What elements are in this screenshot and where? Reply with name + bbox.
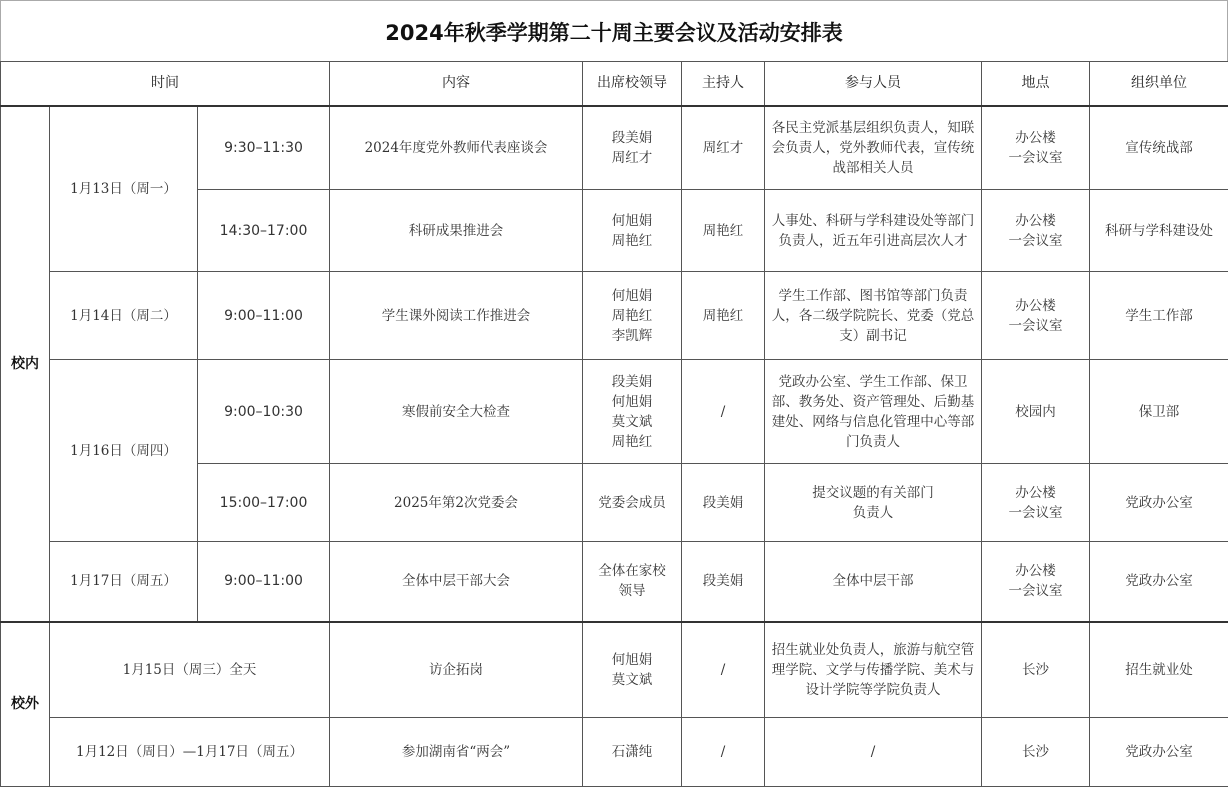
content-cell: 科研成果推进会 [330, 190, 583, 272]
host-cell: 周艳红 [682, 272, 765, 360]
header-host: 主持人 [682, 62, 765, 106]
location-cell: 办公楼 一会议室 [982, 106, 1090, 190]
leader-cell: 石潇纯 [583, 718, 682, 787]
date-cell: 1月16日（周四） [50, 360, 198, 542]
participants-cell: 招生就业处负责人，旅游与航空管理学院、文学与传播学院、美术与设计学院等学院负责人 [765, 622, 982, 718]
location-cell: 办公楼 一会议室 [982, 190, 1090, 272]
host-cell: / [682, 360, 765, 464]
header-time: 时间 [1, 62, 330, 106]
time-cell: 15:00–17:00 [198, 464, 330, 542]
table-row [1, 718, 1228, 787]
table-row [1, 272, 1228, 360]
content-cell: 参加湖南省“两会” [330, 718, 583, 787]
time-cell: 9:00–11:00 [198, 542, 330, 622]
organizer-cell: 党政办公室 [1090, 718, 1228, 787]
header-content: 内容 [330, 62, 583, 106]
content-cell: 访企拓岗 [330, 622, 583, 718]
organizer-cell: 党政办公室 [1090, 542, 1228, 622]
host-cell: 段美娟 [682, 464, 765, 542]
content-cell: 2024年度党外教师代表座谈会 [330, 106, 583, 190]
date-cell: 1月13日（周一） [50, 106, 198, 272]
organizer-cell: 学生工作部 [1090, 272, 1228, 360]
table-row [1, 360, 1228, 464]
date-cell: 1月17日（周五） [50, 542, 198, 622]
schedule-table [0, 61, 1228, 787]
leader-cell: 何旭娟 周艳红 [583, 190, 682, 272]
location-cell: 办公楼 一会议室 [982, 542, 1090, 622]
host-cell: 周艳红 [682, 190, 765, 272]
leader-cell: 全体在家校 领导 [583, 542, 682, 622]
time-cell: 14:30–17:00 [198, 190, 330, 272]
time-cell: 9:00–10:30 [198, 360, 330, 464]
content-cell: 全体中层干部大会 [330, 542, 583, 622]
date-cell: 1月12日（周日）—1月17日（周五） [50, 718, 330, 787]
participants-cell: 党政办公室、学生工作部、保卫部、教务处、资产管理处、后勤基建处、网络与信息化管理中心等部门负责人 [765, 360, 982, 464]
content-cell: 寒假前安全大检查 [330, 360, 583, 464]
leader-cell: 何旭娟 莫文斌 [583, 622, 682, 718]
organizer-cell: 招生就业处 [1090, 622, 1228, 718]
table-row [1, 542, 1228, 622]
section-external: 校外 [1, 622, 50, 787]
host-cell: 段美娟 [682, 542, 765, 622]
organizer-cell: 保卫部 [1090, 360, 1228, 464]
organizer-cell: 科研与学科建设处 [1090, 190, 1228, 272]
location-cell: 长沙 [982, 718, 1090, 787]
location-cell: 办公楼 一会议室 [982, 464, 1090, 542]
content-cell: 学生课外阅读工作推进会 [330, 272, 583, 360]
date-cell: 1月14日（周二） [50, 272, 198, 360]
date-cell: 1月15日（周三）全天 [50, 622, 330, 718]
header-location: 地点 [982, 62, 1090, 106]
participants-cell: 提交议题的有关部门 负责人 [765, 464, 982, 542]
leader-cell: 段美娟 周红才 [583, 106, 682, 190]
organizer-cell: 宣传统战部 [1090, 106, 1228, 190]
participants-cell: / [765, 718, 982, 787]
participants-cell: 学生工作部、图书馆等部门负责人，各二级学院院长、党委（党总支）副书记 [765, 272, 982, 360]
location-cell: 校园内 [982, 360, 1090, 464]
header-row [1, 62, 1228, 106]
header-leader: 出席校领导 [583, 62, 682, 106]
leader-cell: 段美娟 何旭娟 莫文斌 周艳红 [583, 360, 682, 464]
header-organizer: 组织单位 [1090, 62, 1228, 106]
section-internal: 校内 [1, 106, 50, 622]
page-title: 2024年秋季学期第二十周主要会议及活动安排表 [0, 0, 1228, 62]
participants-cell: 人事处、科研与学科建设处等部门负责人，近五年引进高层次人才 [765, 190, 982, 272]
leader-cell: 何旭娟 周艳红 李凯辉 [583, 272, 682, 360]
host-cell: 周红才 [682, 106, 765, 190]
table-row [1, 106, 1228, 190]
table-row [1, 622, 1228, 718]
participants-cell: 各民主党派基层组织负责人，知联会负责人，党外教师代表，宣传统战部相关人员 [765, 106, 982, 190]
location-cell: 长沙 [982, 622, 1090, 718]
time-cell: 9:00–11:00 [198, 272, 330, 360]
organizer-cell: 党政办公室 [1090, 464, 1228, 542]
content-cell: 2025年第2次党委会 [330, 464, 583, 542]
leader-cell: 党委会成员 [583, 464, 682, 542]
participants-cell: 全体中层干部 [765, 542, 982, 622]
host-cell: / [682, 718, 765, 787]
time-cell: 9:30–11:30 [198, 106, 330, 190]
host-cell: / [682, 622, 765, 718]
header-participants: 参与人员 [765, 62, 982, 106]
location-cell: 办公楼 一会议室 [982, 272, 1090, 360]
